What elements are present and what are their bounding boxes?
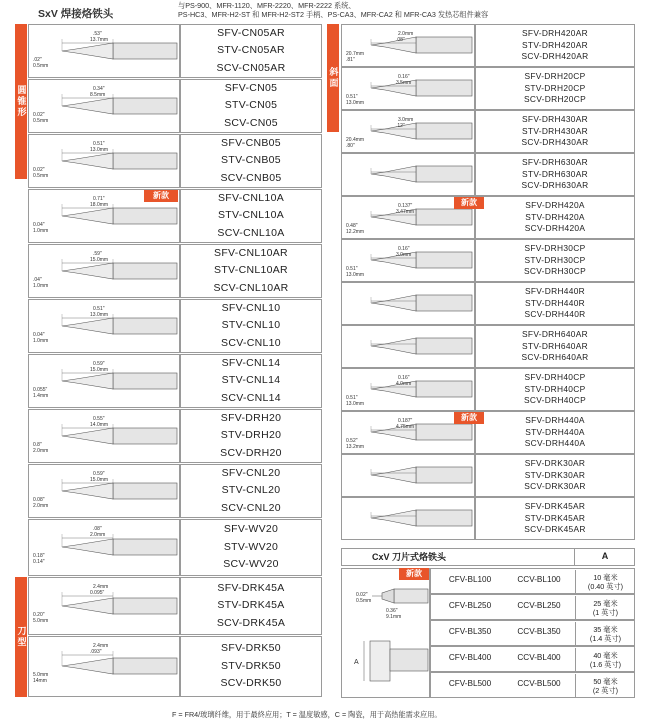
tip-model-number: STV-DRK30AR: [524, 469, 586, 480]
dimension-label: 14.0mm: [90, 422, 109, 428]
tip-model-number: SFV-DRK45A: [217, 581, 285, 594]
tip-model-number: SFV-CNL20: [221, 466, 281, 479]
tip-model-number: SFV-DRH630AR: [522, 157, 588, 168]
tip-model-list: [180, 244, 322, 298]
tip-illustration: [342, 455, 476, 498]
tip-model-number: STV-CNL10AR: [214, 264, 288, 277]
tip-drawing: [28, 636, 180, 697]
tip-illustration: [29, 245, 181, 299]
tip-drawing: [341, 110, 475, 153]
tip-drawing: [341, 368, 475, 411]
tip-model-number: STV-DRH640AR: [522, 340, 588, 351]
dimension-label: 15.0mm: [90, 367, 109, 373]
blade-tip-illustration: [342, 569, 431, 699]
dimension-label: 0.34": [93, 86, 105, 92]
tip-model-list: [475, 196, 635, 239]
tip-drawing: [28, 354, 180, 408]
blade-size-mm: 10 毫米: [593, 573, 618, 582]
tip-model-number: STV-CNL10A: [217, 209, 285, 222]
dimension-label: 0.16": [398, 74, 410, 80]
tip-illustration: [342, 111, 476, 154]
dimension-label: 8.5mm: [90, 92, 106, 98]
blade-size-mm: 25 毫米: [593, 599, 618, 608]
dimension-label: 14mm: [33, 678, 47, 684]
dimension-label: 0.04": [33, 332, 45, 338]
blade-model-c: CCV-BL100: [517, 575, 561, 584]
dimension-label: 3.0mm: [396, 252, 412, 258]
dimension-label: 0.8": [33, 442, 42, 448]
dimension-label: 0.18": [33, 553, 45, 559]
dimension-label: 12.2mm: [346, 229, 365, 235]
blade-dim-3: 0.36": [386, 608, 398, 614]
tip-drawing: [28, 79, 180, 133]
tip-model-number: SCV-DRH420A: [524, 222, 586, 233]
tip-model-number: SFV-CNL10AR: [214, 246, 288, 259]
tip-model-list: [180, 519, 322, 576]
tip-model-number: STV-WV20: [223, 540, 279, 553]
dimension-label: 0.095": [90, 590, 105, 596]
tip-drawing: [341, 497, 475, 540]
dimension-label: .59": [93, 251, 102, 257]
blade-new-badge: 新款: [399, 568, 429, 580]
dimension-label: 0.187": [398, 418, 413, 424]
tip-model-list: [180, 299, 322, 353]
dimension-label: 3.5mm: [396, 80, 412, 86]
tip-model-number: STV-DRH420A: [525, 211, 585, 222]
blade-model-c: CCV-BL250: [517, 601, 561, 610]
dimension-label: 0.055": [33, 387, 48, 393]
tip-model-number: STV-DRH440A: [525, 426, 585, 437]
compat-line-2: PS-HC3、MFR-H2-ST 和 MFR-H2-ST2 手柄、PS-CA3、MFR-CA2 和 MFR-CA3 发热芯组件兼容: [178, 10, 489, 19]
dimension-label: 0.48": [346, 223, 358, 229]
blade-model-c: CCV-BL350: [517, 627, 561, 636]
tip-model-number: SFV-DRK45AR: [524, 501, 586, 512]
tip-model-number: STV-DRK45A: [217, 599, 285, 612]
tip-drawing: [28, 577, 180, 635]
tip-model-number: SCV-CN05: [224, 116, 278, 129]
dimension-label: 0.08": [33, 497, 45, 503]
tip-drawing: [341, 282, 475, 325]
tip-illustration: [342, 283, 476, 326]
tip-drawing: [28, 464, 180, 518]
blade-model-f: CFV-BL100: [448, 575, 492, 584]
dimension-label: 0.51": [346, 266, 358, 272]
tip-model-number: SCV-DRH640AR: [521, 351, 589, 362]
tip-model-number: SFV-DRH30CP: [524, 243, 586, 254]
dimension-label: 0.16": [398, 246, 410, 252]
tip-model-number: STV-DRH30CP: [524, 254, 586, 265]
dimension-label: .12": [396, 123, 405, 129]
dimension-label: .093": [90, 649, 102, 655]
tip-illustration: [342, 326, 476, 369]
tip-drawing: [341, 325, 475, 368]
dimension-label: 20.7mm: [346, 51, 365, 57]
dimension-label: 5.0mm: [33, 618, 49, 624]
blade-size: [575, 596, 635, 620]
tip-model-number: STV-DRH20CP: [524, 82, 586, 93]
tip-model-list: [475, 153, 635, 196]
tip-model-number: SCV-CNL10A: [217, 226, 285, 239]
tip-illustration: [29, 25, 181, 79]
tip-illustration: [29, 578, 181, 636]
dimension-label: 3.47mm: [396, 209, 415, 215]
blade-model-c: CCV-BL500: [517, 679, 561, 688]
tip-drawing: [28, 409, 180, 463]
blade-model-row: [430, 672, 635, 698]
dimension-label: 0.5mm: [33, 173, 49, 179]
blade-model-row: [430, 646, 635, 672]
tip-model-list: [180, 134, 322, 188]
tip-drawing: [28, 519, 180, 576]
blade-size-in: (1 英寸): [592, 608, 619, 617]
dimension-label: .02": [33, 57, 42, 63]
blade-model-row: [430, 620, 635, 646]
dimension-label: 0.20": [33, 612, 45, 618]
tip-model-number: SFV-DRH20CP: [524, 71, 586, 82]
tip-model-number: STV-CNL20: [221, 484, 281, 497]
dimension-label: .04": [33, 277, 42, 283]
tip-model-number: SFV-CNL10A: [217, 191, 285, 204]
dimension-label: 13.0mm: [346, 401, 365, 407]
tip-model-number: SCV-CNL14: [221, 391, 281, 404]
tip-drawing: [341, 67, 475, 110]
tip-drawing: [28, 134, 180, 188]
tip-illustration: [342, 369, 476, 412]
blade-size-in: (1.6 英寸): [589, 660, 622, 669]
tip-model-number: SFV-CN05: [224, 81, 278, 94]
tip-model-number: SFV-DRK50: [221, 642, 281, 655]
tip-model-list: [180, 636, 322, 697]
dimension-label: .80": [346, 143, 355, 149]
series-prefix: SxV: [38, 8, 58, 20]
tip-illustration: [342, 154, 476, 197]
tip-drawing: [341, 239, 475, 282]
tip-illustration: [29, 300, 181, 354]
tip-model-list: [180, 354, 322, 408]
tip-model-list: [475, 368, 635, 411]
tip-model-list: [180, 24, 322, 78]
tip-illustration: [29, 637, 181, 698]
tip-illustration: [29, 410, 181, 464]
dimension-label: .53": [93, 31, 102, 37]
tip-model-number: SFV-DRH430AR: [522, 114, 588, 125]
tip-model-number: STV-DRH20: [220, 429, 282, 442]
dimension-label: 2.4mm: [93, 584, 109, 590]
section-title: [38, 4, 168, 24]
blade-size: [575, 622, 635, 646]
dimension-label: 4.75mm: [396, 424, 415, 430]
new-badge: 新款: [144, 190, 178, 202]
blade-size-in: (1.4 英寸): [589, 634, 622, 643]
dimension-label: 0.51": [346, 395, 358, 401]
tip-model-list: [475, 239, 635, 282]
tip-model-number: STV-DRH630AR: [522, 168, 588, 179]
tip-model-number: SCV-DRK50: [220, 677, 282, 690]
tip-illustration: [29, 465, 181, 519]
tip-model-list: [475, 67, 635, 110]
compatibility-note: [178, 1, 578, 19]
blade-tip-drawing: [341, 568, 430, 698]
tip-model-number: SFV-DRH40CP: [524, 372, 586, 383]
dimension-label: 13.0mm: [346, 100, 365, 106]
blade-size-mm: 50 毫米: [593, 677, 618, 686]
dimension-label: 15.0mm: [90, 257, 109, 263]
blade-model-row: [430, 594, 635, 620]
tip-illustration: [29, 135, 181, 189]
a-column-header: A: [574, 548, 635, 566]
tip-model-list: [180, 577, 322, 635]
dimension-label: 2.0mm: [33, 503, 49, 509]
tip-model-number: SFV-DRH420AR: [522, 28, 588, 39]
tip-model-number: STV-DRH420AR: [522, 39, 588, 50]
tip-model-number: STV-DRK45AR: [524, 512, 586, 523]
tip-model-number: STV-CNB05: [221, 154, 281, 167]
section-title-text: 焊接烙铁头: [60, 8, 114, 20]
blade-dim-2: 0.5mm: [356, 598, 372, 604]
dimension-label: 0.51": [93, 141, 105, 147]
dimension-label: 1.0mm: [33, 338, 49, 344]
tip-model-number: SCV-DRH440A: [524, 437, 586, 448]
dimension-label: 0.5mm: [33, 118, 49, 124]
tip-model-number: SFV-WV20: [223, 523, 279, 536]
tip-model-number: SCV-DRK30AR: [524, 480, 586, 491]
tip-model-number: SCV-CNL20: [221, 501, 281, 514]
blade-size: [575, 648, 635, 672]
tip-model-number: SFV-DRH640AR: [522, 329, 588, 340]
new-badge: 新款: [454, 412, 484, 424]
dimension-label: .08": [396, 37, 405, 43]
dimension-label: 0.52": [346, 438, 358, 444]
dimension-label: 13.0mm: [346, 272, 365, 278]
dimension-label: 1.0mm: [33, 283, 49, 289]
blade-size: [575, 570, 635, 594]
tip-model-number: STV-CNL10: [221, 319, 281, 332]
dimension-label: 0.02": [33, 167, 45, 173]
blade-model-f: CFV-BL250: [448, 601, 492, 610]
dimension-label: 0.51": [346, 94, 358, 100]
tip-model-number: SCV-CNL10AR: [213, 281, 289, 294]
tip-model-number: SFV-DRH420A: [525, 200, 585, 211]
blade-title: [372, 549, 446, 565]
dimension-label: 0.55": [93, 416, 105, 422]
tip-model-number: SCV-CNL10: [221, 336, 281, 349]
tab-bevel: 斜面: [327, 24, 339, 132]
blade-dim-4: 9.1mm: [386, 614, 402, 620]
tip-drawing: [28, 299, 180, 353]
tab-blade: 刀型: [15, 577, 27, 697]
tip-model-list: [475, 497, 635, 540]
tip-illustration: [29, 520, 181, 577]
tip-model-number: SFV-CN05AR: [217, 26, 285, 39]
tip-model-number: STV-DRH440R: [524, 297, 586, 308]
dimension-label: 13.0mm: [90, 312, 109, 318]
tip-model-list: [475, 325, 635, 368]
dimension-label: 15.0mm: [90, 477, 109, 483]
blade-a-label: A: [354, 659, 359, 666]
dimension-label: 2.0mm: [33, 448, 49, 454]
tip-model-number: SCV-CN05AR: [216, 61, 286, 74]
compat-line-1: 与PS-900、MFR-1120、MFR-2220、MFR-2222 系统、: [178, 1, 356, 10]
tip-model-list: [180, 464, 322, 518]
blade-model-f: CFV-BL500: [448, 679, 492, 688]
blade-size-in: (2 英寸): [592, 686, 619, 695]
tip-model-number: SCV-DRH630AR: [521, 179, 589, 190]
tip-drawing: [28, 244, 180, 298]
dimension-label: 0.51": [93, 306, 105, 312]
tip-model-number: SCV-DRH40CP: [524, 394, 586, 405]
new-badge: 新款: [454, 197, 484, 209]
blade-model-row: [430, 568, 635, 594]
dimension-label: 0.02": [33, 112, 45, 118]
dimension-label: 0.5mm: [33, 63, 49, 69]
blade-title-text: 刀片式烙铁头: [392, 552, 447, 562]
blade-model-f: CFV-BL400: [448, 653, 492, 662]
tip-model-number: SCV-CNB05: [220, 171, 282, 184]
tip-illustration: [342, 68, 476, 111]
tip-model-number: SCV-DRH20: [220, 446, 282, 459]
dimension-label: .08": [93, 526, 102, 532]
dimension-label: 2.0mm: [90, 532, 106, 538]
tip-model-number: SCV-DRK45AR: [524, 523, 586, 534]
tip-model-number: SFV-DRH440R: [524, 286, 586, 297]
tip-model-list: [180, 79, 322, 133]
tip-model-list: [475, 282, 635, 325]
dimension-label: 0.59": [93, 361, 105, 367]
dimension-label: 0.71": [93, 196, 105, 202]
dimension-label: 4.0mm: [396, 381, 412, 387]
tip-model-list: [475, 24, 635, 67]
blade-series-prefix: CxV: [372, 552, 390, 562]
dimension-label: 1.0mm: [33, 228, 49, 234]
dimension-label: 0.59": [93, 471, 105, 477]
dimension-label: 13.0mm: [90, 147, 109, 153]
blade-size-in: (0.40 英寸): [587, 582, 624, 591]
tip-drawing: [341, 153, 475, 196]
dimension-label: .81": [346, 57, 355, 63]
tip-illustration: [29, 355, 181, 409]
footnote: F = FR4/玻璃纤维，用于最終应用；T = 温度敏感，C = 陶瓷，用于高热能需求应用。: [172, 710, 442, 719]
tip-model-number: STV-DRH40CP: [524, 383, 586, 394]
tip-drawing: [341, 454, 475, 497]
tip-drawing: [341, 24, 475, 67]
dimension-label: 2.4mm: [93, 643, 109, 649]
tip-model-number: SFV-DRK30AR: [524, 458, 586, 469]
tip-model-number: STV-CN05: [224, 99, 278, 112]
blade-model-f: CFV-BL350: [448, 627, 492, 636]
tip-model-list: [475, 110, 635, 153]
tip-model-number: SFV-DRH20: [220, 411, 282, 424]
dimension-label: 0.14": [33, 559, 45, 565]
tip-model-number: SCV-WV20: [223, 558, 279, 571]
dimension-label: 20.4mm: [346, 137, 365, 143]
dimension-label: 1.4mm: [33, 393, 49, 399]
tip-model-number: SFV-CNL10: [221, 301, 281, 314]
tip-illustration: [29, 80, 181, 134]
tip-model-number: SCV-DRH440R: [524, 308, 586, 319]
tip-drawing: [28, 24, 180, 78]
dimension-label: 0.16": [398, 375, 410, 381]
blade-size: [575, 674, 635, 698]
tip-model-number: SCV-DRH30CP: [524, 265, 586, 276]
tip-model-list: [180, 409, 322, 463]
tip-model-number: SFV-CNL14: [221, 356, 281, 369]
tip-model-number: STV-DRK50: [221, 659, 281, 672]
tip-model-list: [475, 454, 635, 497]
dimension-label: 0.04": [33, 222, 45, 228]
tip-illustration: [342, 25, 476, 68]
dimension-label: 18.0mm: [90, 202, 109, 208]
tip-model-number: STV-DRH430AR: [522, 125, 588, 136]
tip-model-number: SCV-DRH420AR: [521, 50, 589, 61]
tip-model-list: [180, 189, 322, 243]
tip-illustration: [342, 240, 476, 283]
tab-conical: 圆锥形: [15, 24, 27, 179]
blade-size-mm: 35 毫米: [593, 625, 618, 634]
tip-model-list: [475, 411, 635, 454]
blade-size-mm: 40 毫米: [593, 651, 618, 660]
tip-illustration: [342, 498, 476, 541]
dimension-label: 13.2mm: [346, 444, 365, 450]
tip-model-number: SCV-DRK45A: [216, 616, 286, 629]
blade-dim-1: 0.02": [356, 592, 368, 598]
tip-model-number: STV-CN05AR: [217, 44, 285, 57]
tip-model-number: SFV-CNB05: [221, 136, 281, 149]
dimension-label: 13.7mm: [90, 37, 109, 43]
blade-model-c: CCV-BL400: [517, 653, 561, 662]
tip-model-number: STV-CNL14: [221, 374, 281, 387]
tip-model-number: SFV-DRH440A: [525, 415, 585, 426]
dimension-label: 0.137": [398, 203, 413, 209]
tip-model-number: SCV-DRH430AR: [521, 136, 589, 147]
dimension-label: 3.0mm: [398, 117, 414, 123]
tip-model-number: SCV-DRH20CP: [524, 93, 586, 104]
dimension-label: 2.0mm: [398, 31, 414, 37]
dimension-label: 5.0mm: [33, 672, 49, 678]
